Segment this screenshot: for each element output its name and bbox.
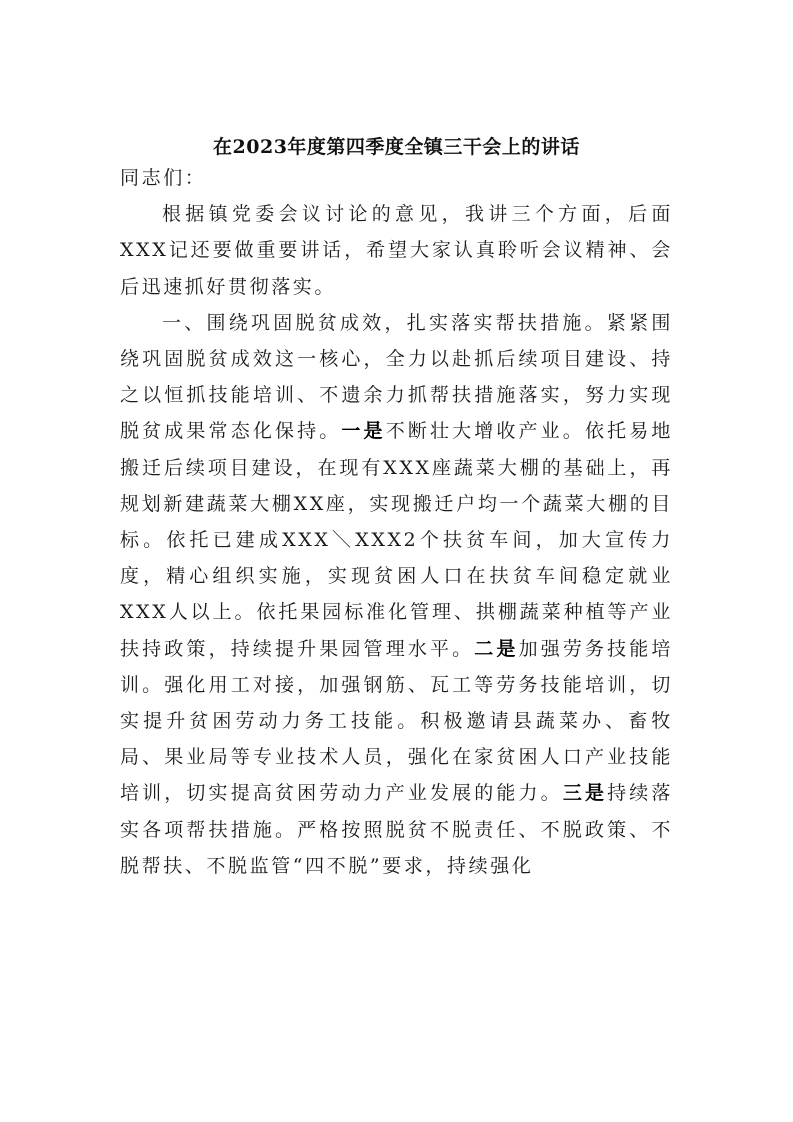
document-title: 在2023年度第四季度全镇三干会上的讲话 xyxy=(213,136,580,158)
section-1-heading: 一、围绕巩固脱贫成效，扎实落实帮扶措施。紧紧围绕巩固脱贫成效这一核心，全力以赴抓后续项目建设、持之以恒抓技能培训、不遗余力抓帮扶措施落实，努力实现脱贫成果常态化保持。 xyxy=(120,311,673,443)
section-1-paragraph xyxy=(120,305,673,884)
point-3-text: 持续落实各项帮扶措施。严格按照脱贫不脱责任、不脱政策、不脱帮扶、不脱监管“四不脱”要求，持续强化 xyxy=(120,782,673,877)
document-body xyxy=(120,160,673,884)
point-2-text: 加强劳务技能培训。强化用工对接，加强钢筋、瓦工等劳务技能培训，切实提升贫困劳动力务工技能。积极邀请县蔬菜办、畜牧局、果业局等专业技术人员，强化在家贫困人口产业技能培训，切实提高贫困劳动力产业发展的能力。 xyxy=(120,637,674,805)
point-1-label: 一是 xyxy=(341,420,386,443)
greeting: 同志们： xyxy=(120,167,207,189)
intro-paragraph: 根据镇党委会议讨论的意见，我讲三个方面，后面XXX记还要做重要讲话，希望大家认真聆听会议精神、会后迅速抓好贯彻落实。 xyxy=(120,203,673,298)
point-2-label: 二是 xyxy=(474,637,519,660)
point-3-label: 三是 xyxy=(562,782,608,805)
point-1-text: 不断壮大增收产业。依托易地搬迁后续项目建设，在现有XXX座蔬菜大棚的基础上，再规划新建蔬菜大棚XX座，实现搬迁户均一个蔬菜大棚的目标。依托已建成XXX＼XXX2个扶贫车间，加大宣传力度，精心组织实施，实现贫困人口在扶贫车间稳定就业XXX人以上。依托果园标准化管理、拱棚蔬菜种植等产业扶持政策，持续提升果园管理水平。 xyxy=(120,420,673,660)
